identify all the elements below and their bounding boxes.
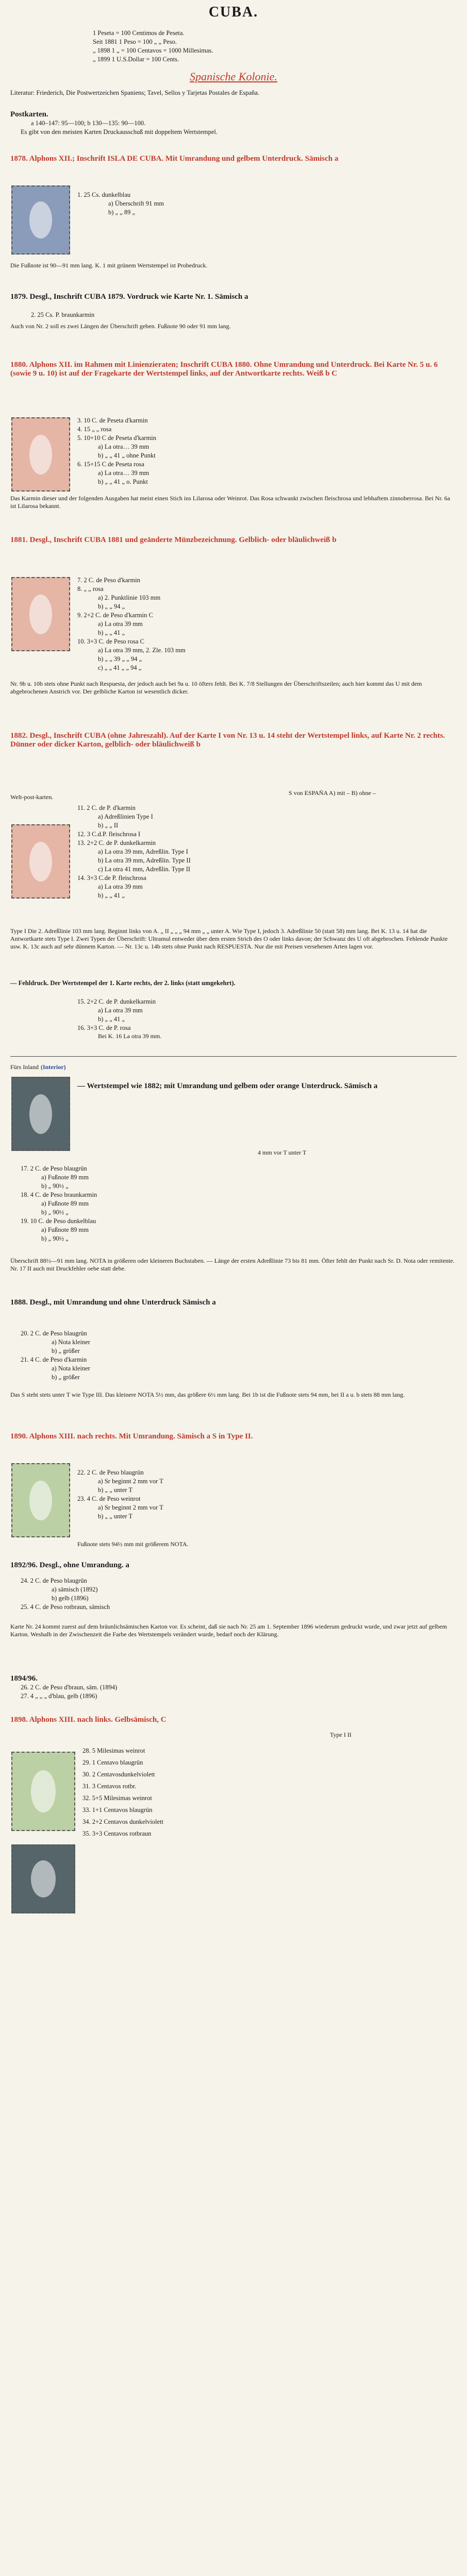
postkarten-intro: Postkarten. a 140–147: 95—100; b 130—135: 90—100. Es gibt von den meisten Karten Druckausschuß mit doppeltem Wertstempel.	[10, 110, 218, 135]
section-1881-items: 7. 2 C. de Peso d'karmin 8. „ „ rosa a) 2. Punktlinie 103 mm b) „ „ 94 „ 9. 2+2 C. de Peso d'karmin C a) La otra 39 mm b) „ „ 41 „ 10. 3+3 C. de Peso rosa C a) La otra 39 mm, 2. Zle. 103 mm b) „ „ 39 „ „ 94 „ c) „ „ 41 „ „ 94 „	[77, 577, 186, 671]
currency-line: „ 1898 1 „ = 100 Centavos = 1000 Millesimas.	[93, 47, 213, 54]
inland-note: Überschrift 88½—91 mm lang. NOTA in größeren oder kleineren Buchstaben. — Länge der ersten Adreßlinie 73 bis 81 mm. Öfter fehlt der Punkt nach Sr. D. Nota oder remitente. Nr. 17 II auch mit Druckfehler oebe statt debe.	[10, 1257, 455, 1272]
section-1880: 1880. Alphons XII. im Rahmen mit Linienzieraten; Inschrift CUBA 1880. Ohne Umrandung und Unterdruck. Bei Karte Nr. 5 u. 6 (sowie 9 u. 10) ist auf der Fragekarte der Wertstempel links, auf der Antwortkarte rechts. Weiß b C	[10, 361, 438, 378]
literature: Literatur: Friederich, Die Postwertzeichen Spaniens; Tavel, Sellos y Tarjetas Postales de España.	[10, 89, 260, 96]
section-1880-note: Das Karmin dieser und der folgenden Ausgaben hat meist einen Stich ins Lilarosa oder Weinrot. Das Rosa schwankt zwischen fleischrosa und lebhaftem zinnoberrosa. Bei Nr. 6a ist Lilarosa bekannt.	[10, 495, 451, 510]
divider	[10, 1056, 457, 1057]
stamp-image	[11, 1077, 70, 1151]
section-1892: 1892/96. Desgl., ohne Umrandung. a	[10, 1561, 129, 1569]
section-1881-note: Nr. 9b u. 10b stets ohne Punkt nach Respuesta, der jedoch auch bei 9a u. 10 öfters fehlt. Bei K. 7/8 Stellungen der Überschriftszeilen; auch hier kommt das U mit dem abgebrochenen Anstrich vor. Der gelbliche Karton ist wesentlich dicker.	[10, 680, 422, 695]
section-1890-items: 22. 2 C. de Peso blaugrün a) Sr beginnt 2 mm vor T b) „ „ unter T 23. 4 C. de Peso weinrot a) Sr beginnt 2 mm vor T b) „ „ unter T	[77, 1469, 163, 1520]
page-title: CUBA.	[208, 4, 259, 20]
section-1892-note: Karte Nr. 24 kommt zuerst auf dem bräunlichsämischen Karton vor. Es scheint, daß sie nach Nr. 25 am 1. September 1896 wiederum gedruckt wurde, und zwar jetzt auf gelbem Karton. Weshalb in der Zwischenzeit die Farbe des Wertstempels verändert wurde, bedarf noch der Klärung.	[10, 1623, 447, 1638]
section-1878-items: 1. 25 Cs. dunkelblau a) Überschrift 91 mm b) „ „ 89 „	[77, 191, 164, 216]
currency-line: Seit 1881 1 Peso = 100 „ „ Peso.	[93, 38, 177, 45]
column-header: Type I II	[330, 1731, 352, 1738]
section-1888-note: Das S steht stets unter T wie Type III. Das kleinere NOTA 5½ mm, das größere 6½ mm lang. Bei 1b ist die Fußnote stets 94 mm, bei II a u. b stets 88 mm lang.	[10, 1391, 405, 1398]
section-1882-items2: 15. 2+2 C. de P. dunkelkarmin a) La otra 39 mm b) „ „ 41 „ 16. 3+3 C. de P. rosa Bei K. 16 La otra 39 mm.	[77, 998, 162, 1040]
stamp-image	[11, 1463, 70, 1537]
stamp-image	[11, 824, 70, 899]
section-1890-note: Fußnote stets 94½ mm mit größerem NOTA.	[77, 1540, 189, 1548]
stamp-image	[11, 577, 70, 651]
section-1894: 1894/96. 26. 2 C. de Peso d'braun, säm. (1894) 27. 4 „ „ „ d'blau, gelb (1896)	[10, 1674, 118, 1700]
section-1881: 1881. Desgl., Inschrift CUBA 1881 und geänderte Münzbezeichnung. Gelblich- oder bläulichweiß b	[10, 536, 337, 544]
section-1882-items: 11. 2 C. de P. d'karmin a) Adreßlinien Type I b) „ „ II 12. 3 C.d.P. fleischrosa I 13. 2+2 C. de P. dunkelkarmin a) La otra 39 mm, Adreßlin. Type I b) La otra 39 mm, Adreßlin. Type II c) La otra 41 mm, Adreßlin. Type II 14. 3+3 C.de P. fleischrosa a) La otra 39 mm b) „ „ 41 „	[77, 804, 191, 899]
inland-heading: — Wertstempel wie 1882; mit Umrandung und gelbem oder orange Unterdruck. Sämisch a	[77, 1082, 378, 1090]
side-label: Welt-post-karten.	[10, 793, 54, 801]
currency-table	[93, 29, 381, 64]
section-1879: 1879. Desgl., Inschrift CUBA 1879. Vordruck wie Karte Nr. 1. Sämisch a 2. 25 Cs. P. braunkarmin Auch von Nr. 2 soll es zwei Längen der Überschrift geben. Fußnote 90 oder 91 mm lang.	[10, 293, 248, 330]
section-1888: 1888. Desgl., mit Umrandung und ohne Unterdruck Sämisch a	[10, 1298, 216, 1307]
section-1882-note: Type I Die 2. Adreßlinie 103 mm lang. Beginnt links von A. „ II „ „ „ 94 mm „ „ unter A. Wie Type I, jedoch 3. Adreßlinie 50 (statt 58) mm lang. Bei K. 13 u. 14 hat die Antwortkarte stets Type I. Zwei Typen der Überschrift: Ultramul entweder über dem ersten Strich des O oder links davon; der Schwanz des U oft abgebrochen. Fehlende Punkte usw. K. 13c auch auf sehr dünnem Karton. — Nr. 13c u. 14b stets ohne Punkt nach RESPUESTA. Nur die mit Preisen versehenen Arten lagen vor.	[10, 927, 448, 950]
section-1878: 1878. Alphons XII.; Inschrift ISLA DE CUBA. Mit Umrandung und gelbem Unterdruck. Sämisch a	[10, 155, 339, 163]
subtitle: Spanische Kolonie.	[190, 70, 277, 83]
section-1878-note: Die Fußnote ist 90—91 mm lang. K. 1 mit grünem Wertstempel ist Probedruck.	[10, 262, 208, 269]
currency-line: 1 Peseta = 100 Centimos de Peseta.	[93, 29, 185, 37]
column-header: 4 mm vor T unter T	[258, 1149, 307, 1156]
section-1890: 1890. Alphons XIII. nach rechts. Mit Umrandung. Sämisch a S in Type II.	[10, 1432, 253, 1440]
inland-label: Fürs Inland (Interior)	[10, 1063, 66, 1071]
column-header: S von ESPAÑA A) mit – B) ohne –	[289, 789, 376, 796]
currency-line: „ 1899 1 U.S.Dollar = 100 Cents.	[93, 56, 179, 63]
section-1898: 1898. Alphons XIII. nach links. Gelbsämisch, C	[10, 1716, 166, 1724]
stamp-image	[11, 417, 70, 492]
stamp-image	[11, 1844, 75, 1913]
header	[0, 4, 467, 21]
fehldruck-note: — Fehldruck. Der Wertstempel der 1. Karte rechts, der 2. links (statt umgekehrt).	[10, 979, 236, 987]
inland-items: 17. 2 C. de Peso blaugrün a) Fußnote 89 mm b) „ 90½ „ 18. 4 C. de Peso braunkarmin a) Fußnote 89 mm b) „ 90½ „ 19. 10 C. de Peso dunkelblau a) Fußnote 89 mm b) „ 90½ „	[21, 1165, 97, 1242]
section-1882: 1882. Desgl., Inschrift CUBA (ohne Jahreszahl). Auf der Karte I von Nr. 13 u. 14 steht der Wertstempel links, auf Karte Nr. 2 rechts. Dünner oder dicker Karton, gelblich- oder bläulichweiß b	[10, 732, 445, 749]
stamp-image	[11, 1752, 75, 1831]
section-1888-items: 20. 2 C. de Peso blaugrün a) Nota kleiner b) „ größer 21. 4 C. de Peso d'karmin a) Nota kleiner b) „ größer	[21, 1330, 90, 1381]
section-1880-items: 3. 10 C. de Peseta d'karmin 4. 15 „ „ rosa 5. 10+10 C de Peseta d'karmin a) La otra… 39 mm b) „ „ 41 „ ohne Punkt 6. 15+15 C de Peseta rosa a) La otra… 39 mm b) „ „ 41 „ o. Punkt	[77, 417, 157, 485]
stamp-image	[11, 185, 70, 255]
section-1892-items: 24. 2 C. de Peso blaugrün a) sämisch (1892) b) gelb (1896) 25. 4 C. de Peso rotbraun, sämisch	[21, 1577, 110, 1611]
section-1898-items: 28. 5 Milesimas weinrot 29. 1 Centavo blaugrün 30. 2 Centavosdunkelviolett 31. 3 Centavos rotbr. 32. 5+5 Milesimas weinrot 33. 1+1 Centavos blaugrün 34. 2+2 Centavos dunkelviolett 35. 3+3 Centavos rotbraun	[82, 1747, 164, 1837]
